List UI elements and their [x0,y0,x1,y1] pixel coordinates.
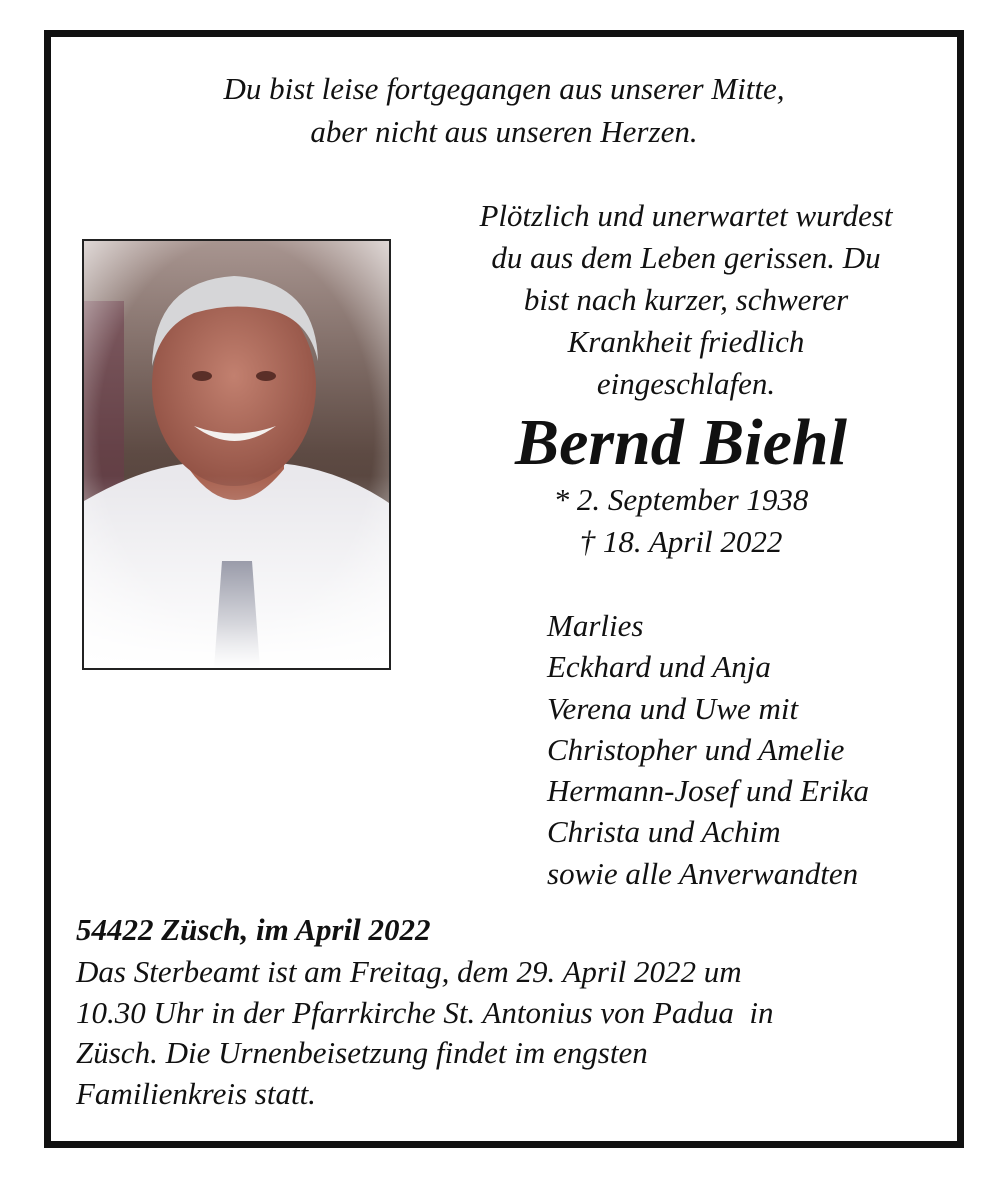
notice-line-3: Züsch. Die Urnenbeisetzung findet im engsten [76,1035,648,1070]
poem-line-2: du aus dem Leben gerissen. Du [491,240,881,275]
notice-line-1: Das Sterbeamt ist am Freitag, dem 29. April 2022 um [76,954,742,989]
mourner-line: sowie alle Anverwandten [547,855,859,891]
poem-line-4: Krankheit friedlich [567,324,805,359]
motto [51,67,957,153]
mourner-line: Marlies [547,608,644,643]
place-and-date: 54422 Züsch, im April 2022 [76,912,431,947]
motto-line-1: Du bist leise fortgegangen aus unserer Mitte, [223,71,785,106]
mourners-list [547,605,869,894]
poem-line-1: Plötzlich und unerwartet wurdest [479,198,893,233]
death-date: † 18. April 2022 [579,524,783,559]
mourner-line: Hermann-Josef und Erika [547,773,869,809]
mourner-line: Christa und Achim [547,814,781,850]
poem [421,195,951,405]
deceased-name: Bernd Biehl [515,406,847,479]
notice-line-4: Familienkreis statt. [76,1075,316,1111]
mourner-line: Verena und Uwe mit [547,690,799,726]
funeral-notice [76,952,946,1114]
obituary-frame [44,30,964,1148]
mourner-line: Christopher und Amelie [547,731,845,767]
portrait-illustration [84,241,389,668]
motto-line-2: aber nicht aus unseren Herzen. [310,114,698,149]
birth-date: * 2. September 1938 [553,482,809,517]
mourner-line: Eckhard und Anja [547,649,771,685]
poem-line-5: eingeschlafen. [596,366,776,401]
portrait-photo [82,239,391,670]
life-dates [421,479,941,563]
poem-line-3: bist nach kurzer, schwerer [523,282,849,317]
notice-line-2: 10.30 Uhr in der Pfarrkirche St. Antonius von Padua in [76,994,774,1030]
